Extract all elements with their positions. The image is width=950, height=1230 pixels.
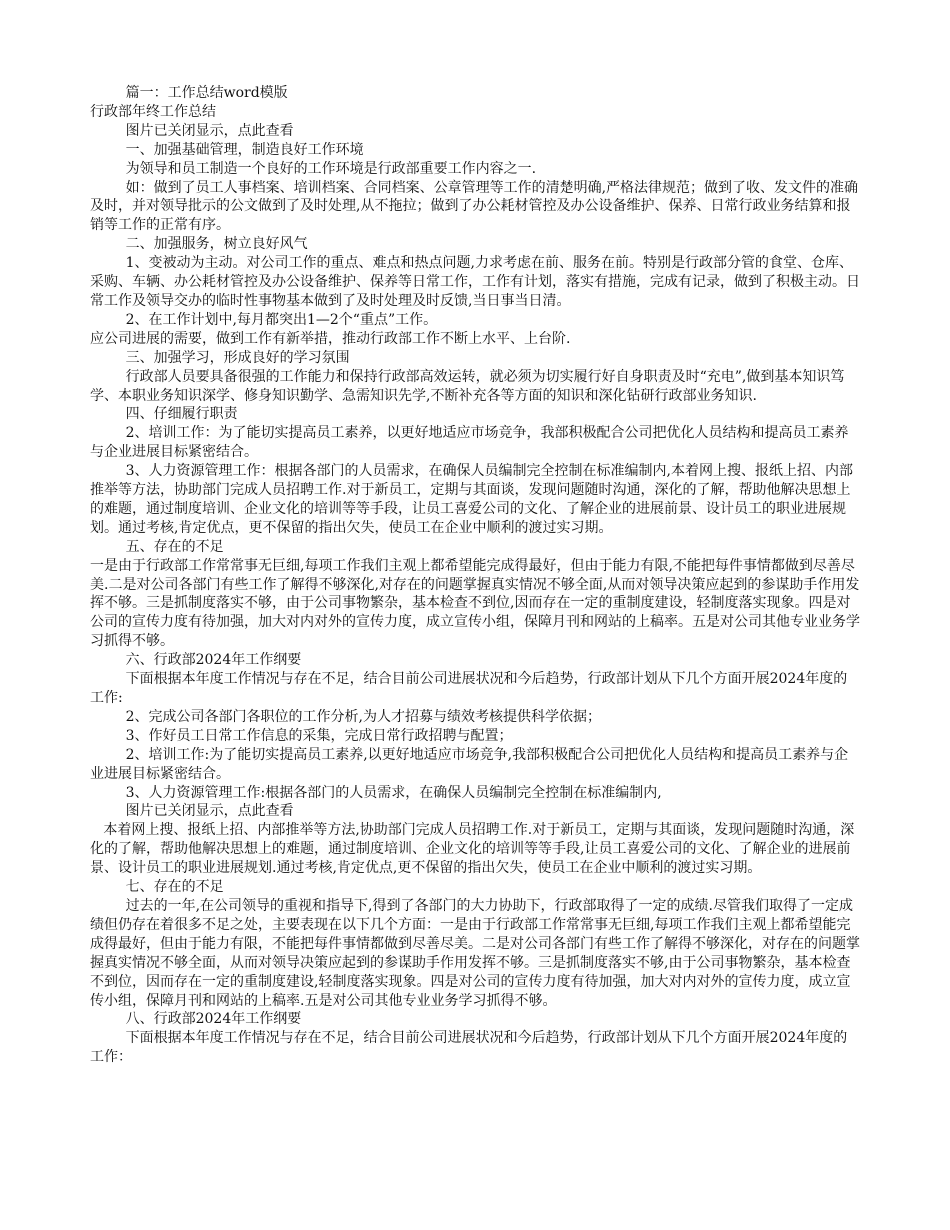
document-paragraph: 五、存在的不足: [90, 538, 224, 555]
document-paragraph: 一、加强基础管理，制造良好工作环境: [90, 141, 364, 158]
document-paragraph: 图片已关闭显示，点此查看: [90, 803, 294, 820]
document-paragraph: 篇一：工作总结word模版: [90, 85, 288, 101]
document-paragraph: 图片已关闭显示，点此查看: [90, 122, 294, 139]
document-paragraph: 过去的一年,在公司领导的重视和指导下,得到了各部门的大力协助下，行政部取得了一定的成绩.尽管我们取得了一定成绩但仍存在着很多不足之处，主要表现在以下几个方面：一是由于行政部工作常常事无巨细,每项工作我们主观上都希望能完成得最好，但由于能力有限，不能把每件事情都做到尽善尽美。二是对公司各部门有些工作了解得不够深化，对存在的问题掌握真实情况不够全面，从而对领导决策应起到的参谋助手作用发挥不够。三是抓制度落实不够,由于公司事物繁杂，基本检查不到位，因而存在一定的重制度建设,轻制度落实现象。四是对公司的宣传力度有待加强，加大对内对外的宣传力度，成立宣传小组，保障月刊和网站的上稿率.五是对公司其他专业业务学习抓得不够。: [90, 897, 860, 1009]
document-paragraph: 1、变被动为主动。对公司工作的重点、难点和热点问题,力求考虑在前、服务在前。特别是行政部分管的食堂、仓库、采购、车辆、办公耗材管控及办公设备维护、保养等日常工作，工作有计划，落实有措施，完成有记录，做到了积极主动。日常工作及领导交办的临时性事物基本做到了及时处理及时反馈,当日事当日清。: [90, 255, 860, 309]
document-paragraph: 八、行政部2024年工作纲要: [90, 1011, 302, 1028]
document-paragraph: 2、完成公司各部门各职位的工作分析,为人才招募与绩效考核提供科学依据；: [90, 708, 601, 725]
document-paragraph: 下面根据本年度工作情况与存在不足，结合目前公司进展状况和今后趋势，行政部计划从下几个方面开展2024年度的工作:: [90, 671, 848, 706]
document-paragraph: 二、加强服务，树立良好风气: [90, 236, 308, 253]
document-paragraph: 下面根据本年度工作情况与存在不足，结合目前公司进展状况和今后趋势，行政部计划从下几个方面开展2024年度的工作：: [90, 1030, 848, 1066]
document-paragraph: 一是由于行政部工作常常事无巨细,每项工作我们主观上都希望能完成得最好，但由于能力有限,不能把每件事情都做到尽善尽美.二是对公司各部门有些工作了解得不够深化,对存在的问题掌握真实情况不够全面,从而对领导决策应起到的参谋助手作用发挥不够。三是抓制度落实不够，由于公司事物繁杂，基本检查不到位,因而存在一定的重制度建设，轻制度落实现象。四是对公司的宣传力度有待加强，加大对内对外的宣传力度，成立宣传小组，保障月刊和网站的上稿率。五是对公司其他专业业务学习抓得不够。: [90, 557, 860, 650]
document-paragraph: 六、行政部2024年工作纲要: [90, 652, 302, 669]
document-paragraph: 行政部年终工作总结: [90, 103, 216, 120]
document-paragraph: 行政部人员要具备很强的工作能力和保持行政部高效运转，就必须为切实履行好自身职责及时“充电”,做到基本知识笃学、本职业务知识深学、修身知识勤学、急需知识先学,不断补充各等方面的知识和深化钻研行政部业务知识.: [90, 368, 845, 404]
document-paragraph: 2、在工作计划中,每月都突出1—2个“重点”工作。: [90, 311, 438, 328]
document-paragraph: 应公司进展的需要，做到工作有新举措，推动行政部工作不断上水平、上台阶.: [90, 330, 571, 347]
document-paragraph: 2、培训工作:为了能切实提高员工素养,以更好地适应市场竞争,我部积极配合公司把优化人员结构和提高员工素养与企业进展目标紧密结合。: [90, 746, 849, 782]
document-paragraph: 七、存在的不足: [90, 879, 224, 896]
document-paragraph: 三、加强学习，形成良好的学习氛围: [90, 349, 350, 366]
document-paragraph: 3、人力资源管理工作：根据各部门的人员需求，在确保人员编制完全控制在标准编制内,本着网上搜、报纸上招、内部推举等方法，协助部门完成人员招聘工作.对于新员工，定期与其面谈，发现问题随时沟通，深化的了解，帮助他解决思想上的难题，通过制度培训、企业文化的培训等等手段，让员工喜爱公司的文化、了解企业的进展前景、设计员工的职业进展规划。通过考核,肯定优点，更不保留的指出欠失，使员工在企业中顺利的渡过实习期。: [90, 463, 853, 536]
document-paragraph: 如：做到了员工人事档案、培训档案、合同档案、公章管理等工作的清楚明确,严格法律规范；做到了收、发文件的准确及时，并对领导批示的公文做到了及时处理,从不拖拉；做到了办公耗材管控及办公设备维护、保养、日常行政业务结算和报销等工作的正常有序。: [90, 179, 859, 234]
document-paragraph: 本着网上搜、报纸上招、内部推举等方法,协助部门完成人员招聘工作.对于新员工，定期与其面谈，发现问题随时沟通，深化的了解，帮助他解决思想上的难题，通过制度培训、企业文化的培训等等手段,让员工喜爱公司的文化、了解企业的进展前景、设计员工的职业进展规划.通过考核,肯定优点,更不保留的指出欠失，使员工在企业中顺利的渡过实习期。: [90, 822, 855, 877]
document-paragraph: 四、仔细履行职责: [90, 406, 238, 423]
document-paragraph: 3、人力资源管理工作:根据各部门的人员需求，在确保人员编制完全控制在标准编制内,: [90, 784, 662, 801]
document-paragraph: 3、作好员工日常工作信息的采集，完成日常行政招聘与配置；: [90, 727, 513, 744]
document-paragraph: 为领导和员工制造一个良好的工作环境是行政部重要工作内容之一.: [90, 160, 537, 177]
document-paragraph: 2、培训工作：为了能切实提高员工素养，以更好地适应市场竞争，我部积极配合公司把优化人员结构和提高员工素养与企业进展目标紧密结合。: [90, 425, 849, 461]
